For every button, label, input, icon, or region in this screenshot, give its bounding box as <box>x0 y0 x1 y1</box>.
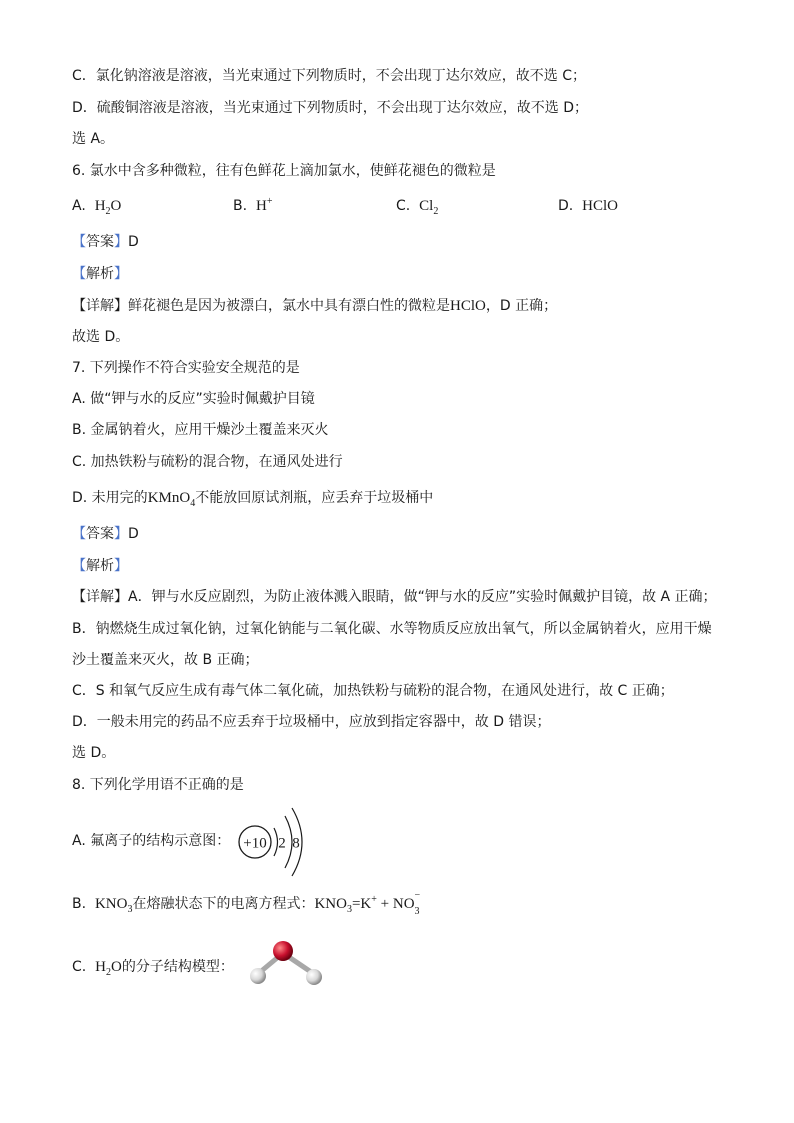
q8-option-b-formula: $KNO_3$ <box>94 896 133 915</box>
q7-option-d: D. 未用完的KMnO$_4$不能放回原试剂瓶，应丢弃于垃圾桶中 <box>72 490 434 509</box>
q6-option-d-formula: HClO <box>582 198 618 214</box>
q6-option-d <box>558 196 618 216</box>
q6-option-b <box>233 196 272 216</box>
q7-detail-c: C．S 和氧气反应生成有毒气体二氧化硫，加热铁粉与硫粉的混合物，在通风处进行，故 C 正确； <box>72 683 674 699</box>
q6-detail: 【详解】鲜花褪色是因为被漂白，氯水中具有漂白性的微粒是HClO，D 正确； <box>72 298 558 314</box>
q7-option-a: A. 做“钾与水的反应”实验时佩戴护目镜 <box>72 391 315 407</box>
q7-option-b: B. 金属钠着火，应用干燥沙土覆盖来灭火 <box>72 422 329 438</box>
q6-analysis-heading: 【解析】 <box>72 266 128 282</box>
q6-option-d-label: D. <box>558 198 574 214</box>
q8-option-c: C. $H_2O$的分子结构模型： <box>72 959 234 978</box>
q6-stem: 6. 氯水中含多种微粒，往有色鲜花上滴加氯水，使鲜花褪色的微粒是 <box>72 163 496 179</box>
water-molecule-model <box>238 936 328 996</box>
q6-conclusion: 故选 D。 <box>72 329 130 345</box>
shell-1-electrons: 2 <box>278 835 286 852</box>
q7-option-c: C. 加热铁粉与硫粉的混合物，在通风处进行 <box>72 454 343 470</box>
text-line-select-a: 选 A。 <box>72 131 115 147</box>
q7-conclusion: 选 D。 <box>72 745 116 761</box>
q8-stem: 8. 下列化学用语不正确的是 <box>72 777 244 793</box>
q7-detail-b2: 沙土覆盖来灭火，故 B 正确； <box>72 652 259 668</box>
nucleus-charge: +10 <box>243 835 267 852</box>
q7-option-d-formula: KMnO$_4$ <box>147 490 196 509</box>
q6-option-c-formula: $Cl_2$ <box>419 198 439 217</box>
q7-analysis-heading: 【解析】 <box>72 558 128 574</box>
q8-option-a-text: A. 氟离子的结构示意图： <box>72 833 231 849</box>
q6-option-a <box>72 196 121 216</box>
q7-detail-a: 【详解】A．钾与水反应剧烈，为防止液体溅入眼睛，做“钾与水的反应”实验时佩戴护目镜，故 A 正确； <box>72 589 717 605</box>
q8-option-c-formula: $H_2O$ <box>95 959 122 978</box>
electron-shell-1-arc <box>274 828 278 856</box>
q6-option-b-formula: H+ <box>255 196 273 214</box>
q7-detail-d: D．一般未用完的药品不应丢弃于垃圾桶中，应放到指定容器中，故 D 错误； <box>72 714 551 730</box>
q8-option-b: B. $KNO_3$在熔融状态下的电离方程式：$KNO_3=K^+$ + NO − 3 <box>72 894 423 914</box>
electron-shell-2-arc <box>285 816 292 868</box>
q6-option-c-label: C. <box>396 198 411 214</box>
q7-answer: 【答案】D <box>72 526 139 542</box>
q7-detail-b1: B．钠燃烧生成过氧化钠，过氧化钠能与二氧化碳、水等物质反应放出氧气，所以金属钠着火，应用干燥 <box>72 621 712 637</box>
fluoride-ion-structure-diagram <box>232 806 312 878</box>
text-line-c: C．氯化钠溶液是溶液，当光束通过下列物质时，不会出现丁达尔效应，故不选 C； <box>72 68 586 84</box>
q6-option-b-label: B. <box>233 198 248 214</box>
q6-option-c <box>396 196 438 216</box>
text-line-d: D．硫酸铜溶液是溶液，当光束通过下列物质时，不会出现丁达尔效应，故不选 D； <box>72 100 589 116</box>
q7-stem: 7. 下列操作不符合实验安全规范的是 <box>72 360 300 376</box>
hydrogen-atom-right <box>306 969 322 985</box>
q8-ionization-equation: $KNO_3=K^+$ + NO − 3 <box>314 890 421 917</box>
hydrogen-atom-left <box>250 968 266 984</box>
q6-option-a-label: A. <box>72 198 86 214</box>
q6-answer: 【答案】D <box>72 234 139 250</box>
shell-2-electrons: 8 <box>292 835 300 852</box>
q6-option-a-formula: $H_2O$ <box>94 198 122 217</box>
oxygen-atom <box>273 941 293 961</box>
